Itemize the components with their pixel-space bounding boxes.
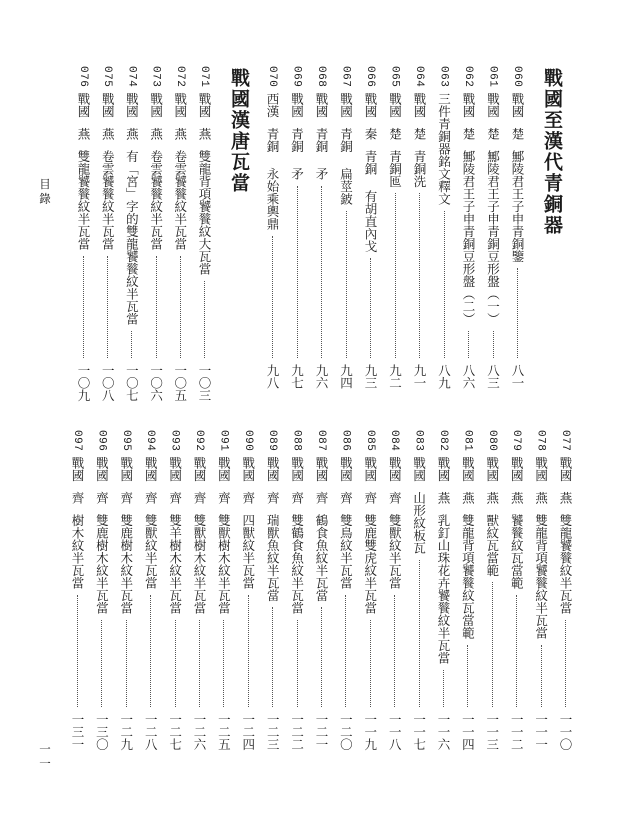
entry-title: 雙鶴食魚紋半瓦當	[289, 513, 305, 614]
entry-title: 雙鳥紋半瓦當	[338, 513, 354, 589]
entry-number: 068	[315, 66, 327, 88]
entry-period: 戰國	[167, 456, 183, 482]
entry-period: 戰國	[461, 92, 476, 118]
leader-dots	[370, 258, 371, 358]
toc-entry-text	[435, 66, 453, 205]
entry-number: 069	[290, 66, 303, 88]
entry-title: 卷雲饕餮紋半瓦當	[172, 149, 188, 250]
entry-page-number: 一〇八	[100, 364, 116, 402]
entry-period: 戰國	[240, 456, 256, 482]
entry-page-number: 八九	[436, 364, 452, 389]
entry-region: 燕	[197, 127, 212, 140]
toc-entry-text	[239, 430, 257, 589]
entry-period: 戰國	[411, 456, 427, 482]
entry-period: 戰國	[558, 456, 573, 482]
toc-entry-text	[92, 430, 110, 614]
entry-page-number: 一一八	[387, 713, 403, 751]
leader-dots	[467, 645, 468, 707]
entry-title: 雙龍背項饕餮紋瓦當範	[460, 513, 476, 639]
entry-page-number: 一二二	[289, 713, 305, 751]
entry-period: 戰國	[314, 456, 329, 482]
entry-number: 094	[144, 430, 157, 452]
entry-page-number: 一一〇	[558, 713, 573, 751]
entry-region: 燕	[558, 491, 573, 504]
leader-dots	[444, 211, 445, 358]
toc-entry-text	[483, 430, 501, 576]
entry-number: 063	[437, 66, 450, 88]
entry-period: 戰國	[387, 92, 403, 118]
entry-region: 齊	[167, 491, 183, 504]
entry-number: 079	[510, 430, 523, 452]
toc-entry-text	[214, 430, 232, 614]
entry-page-number: 一二五	[216, 713, 232, 751]
entry-period: 戰國	[363, 92, 378, 118]
entry-title: 雙鹿樹木紋半瓦當	[118, 513, 134, 614]
toc-entry-text	[171, 66, 189, 250]
leader-dots	[468, 331, 469, 358]
entry-number: 085	[363, 430, 376, 452]
entry-page-number: 一二〇	[338, 713, 354, 751]
leader-dots	[321, 186, 322, 358]
leader-dots	[565, 620, 566, 707]
entry-page-number: 一二三	[265, 713, 281, 751]
entry-period: 戰國	[100, 92, 116, 118]
leader-dots	[126, 620, 127, 707]
entry-page-number: 一〇五	[172, 364, 188, 402]
entry-page-number: 一二八	[143, 713, 159, 751]
toc-entry-text	[74, 66, 92, 250]
entry-page-number: 一一一	[533, 713, 549, 751]
entry-region: 楚	[412, 127, 427, 140]
entry-region: 燕	[172, 127, 188, 140]
entry-number: 086	[339, 430, 352, 452]
leader-dots	[297, 620, 298, 707]
entry-number: 093	[168, 430, 181, 452]
leader-dots	[107, 256, 108, 358]
leader-dots	[204, 281, 205, 358]
entry-title: 青銅 有胡直內戈	[363, 149, 378, 253]
leader-dots	[394, 595, 395, 707]
entry-number: 087	[315, 430, 327, 452]
entry-number: 097	[71, 430, 83, 452]
entry-title: 獸紋瓦當範	[484, 513, 500, 577]
entry-page-number: 八六	[461, 364, 476, 389]
entry-number: 089	[266, 430, 279, 452]
entry-page-number: 一二九	[118, 713, 134, 751]
entry-number: 083	[412, 430, 425, 452]
toc-entry-text	[532, 430, 550, 639]
entry-period: 戰國	[289, 92, 305, 118]
toc-entry-text	[141, 430, 159, 589]
leader-dots	[199, 620, 200, 707]
entry-number: 096	[95, 430, 108, 452]
entry-number: 092	[193, 430, 205, 452]
entry-title: 雙鹿雙虎紋半瓦當	[362, 513, 378, 614]
toc-entry-text	[484, 66, 502, 325]
entry-number: 067	[339, 66, 352, 88]
entry-number: 073	[149, 66, 162, 88]
entry-page-number: 九三	[363, 364, 378, 389]
leader-dots	[150, 595, 151, 707]
toc-entry-text	[312, 66, 330, 180]
entry-region: 齊	[118, 491, 134, 504]
entry-period: 戰國	[412, 92, 427, 118]
entry-number: 080	[485, 430, 498, 452]
leader-dots	[272, 236, 273, 358]
toc-entry-text	[195, 66, 213, 275]
entry-period: 戰國	[289, 456, 305, 482]
toc-entry-text	[507, 430, 525, 589]
entry-period: 戰國	[94, 456, 110, 482]
entry-period: 戰國	[436, 456, 451, 482]
entry-period: 戰國	[216, 456, 232, 482]
leader-dots	[83, 256, 84, 358]
section-heading-tiles: 戰國漢唐瓦當	[228, 68, 250, 194]
toc-entry-text	[288, 66, 306, 180]
entry-title: 鄦陵君王子申青銅豆形盤（二）	[461, 149, 476, 325]
entry-region: 齊	[192, 491, 207, 504]
entry-period: 戰國	[70, 456, 85, 482]
entry-title: 鶴食魚紋半瓦當	[314, 513, 329, 602]
entry-period: 三件青銅器銘文釋文	[436, 92, 452, 205]
entry-region: 齊	[289, 491, 305, 504]
entry-period: 戰國	[509, 456, 525, 482]
entry-period: 戰國	[338, 92, 354, 118]
entry-region: 燕	[100, 127, 116, 140]
toc-entry-text	[434, 430, 452, 664]
entry-region: 齊	[70, 491, 85, 504]
entry-title: 樹木紋半瓦當	[70, 513, 85, 589]
leader-dots	[493, 331, 494, 358]
toc-entry-text	[68, 430, 86, 589]
leader-dots	[419, 560, 420, 707]
entry-number: 062	[462, 66, 474, 88]
entry-region: 齊	[94, 491, 110, 504]
entry-region: 燕	[124, 127, 140, 140]
entry-period: 戰國	[197, 92, 212, 118]
leader-dots	[346, 211, 347, 358]
entry-page-number: 八一	[510, 364, 525, 389]
entry-region: 楚	[387, 127, 403, 140]
entry-page-number: 九四	[338, 364, 354, 389]
entry-title: 雙龍背項饕餮紋半瓦當	[533, 513, 549, 639]
toc-entry-text	[263, 430, 281, 601]
entry-page-number: 一一四	[460, 713, 476, 751]
entry-region: 燕	[533, 491, 549, 504]
page-number: 一一	[38, 743, 52, 772]
entry-region: 燕	[76, 127, 91, 140]
entry-number: 060	[511, 66, 523, 88]
entry-page-number: 九七	[289, 364, 305, 389]
leader-dots	[516, 595, 517, 707]
entry-period: 戰國	[338, 456, 354, 482]
leader-dots	[131, 331, 132, 358]
entry-number: 072	[173, 66, 186, 88]
entry-region: 齊	[362, 491, 378, 504]
entry-region: 齊	[338, 491, 354, 504]
leader-dots	[156, 256, 157, 358]
toc-entry-text	[288, 430, 306, 614]
toc-entry-text	[459, 66, 477, 325]
entry-title: 山形紋板瓦	[411, 491, 427, 554]
leader-dots	[175, 620, 176, 707]
toc-entry-text	[312, 430, 330, 601]
entry-page-number: 一〇七	[124, 364, 140, 402]
entry-region: 楚	[485, 127, 501, 140]
entry-number: 065	[388, 66, 401, 88]
toc-entry-text	[147, 66, 165, 250]
leader-dots	[517, 268, 518, 358]
entry-page-number: 一三一	[70, 713, 85, 751]
entry-page-number: 一一七	[411, 713, 427, 751]
entry-title: 雙龍背項饕餮紋大瓦當	[197, 149, 212, 275]
leader-dots	[77, 595, 78, 707]
toc-entry-text	[190, 430, 208, 614]
leader-dots	[248, 595, 249, 707]
entry-page-number: 一一六	[436, 713, 451, 751]
entry-period: 戰國	[460, 456, 476, 482]
entry-number: 074	[125, 66, 138, 88]
entry-period: 戰國	[314, 92, 329, 118]
entry-page-number: 九八	[265, 364, 280, 389]
toc-entry-text	[556, 430, 574, 614]
entry-period: 戰國	[143, 456, 159, 482]
entry-region: 燕	[148, 127, 164, 140]
toc-entry-text	[508, 66, 526, 262]
toc-entry-text	[98, 66, 116, 250]
leader-dots	[297, 186, 298, 358]
entry-number: 075	[101, 66, 114, 88]
leader-dots	[395, 193, 396, 358]
leader-dots	[345, 595, 346, 707]
leader-dots	[492, 582, 493, 707]
entry-page-number: 一〇三	[197, 364, 212, 402]
entry-period: 戰國	[124, 92, 140, 118]
entry-period: 戰國	[362, 456, 378, 482]
entry-region: 齊	[240, 491, 256, 504]
entry-period: 西漢	[265, 92, 280, 118]
toc-entry-text	[410, 66, 428, 187]
entry-title: 有「宮」字的雙龍饕餮紋半瓦當	[124, 149, 140, 325]
entry-region: 齊	[387, 491, 403, 504]
toc-entry-text	[361, 66, 379, 252]
entry-period: 戰國	[148, 92, 164, 118]
toc-entry-text	[385, 430, 403, 589]
entry-title: 青銅匜	[387, 149, 403, 188]
entry-title: 雙羊樹木紋半瓦當	[167, 513, 183, 614]
entry-number: 077	[559, 430, 571, 452]
entry-number: 081	[461, 430, 474, 452]
entry-period: 戰國	[387, 456, 403, 482]
entry-period: 戰國	[76, 92, 91, 118]
toc-entry-text	[458, 430, 476, 639]
entry-title: 雙獸樹木紋半瓦當	[192, 513, 207, 614]
leader-dots	[370, 620, 371, 707]
entry-page-number: 八三	[485, 364, 501, 389]
entry-number: 090	[241, 430, 254, 452]
entry-title: 鄦陵君王子申青銅鑒	[510, 149, 525, 263]
entry-period: 戰國	[485, 92, 501, 118]
entry-region: 齊	[216, 491, 232, 504]
entry-title: 乳釘山珠花卉饕餮紋半瓦當	[436, 513, 451, 664]
entry-period: 戰國	[192, 456, 207, 482]
leader-dots	[541, 645, 542, 707]
entry-title: 卷雲饕餮紋半瓦當	[148, 149, 164, 250]
entry-number: 070	[266, 66, 278, 88]
entry-page-number: 一二六	[192, 713, 207, 751]
entry-period: 戰國	[510, 92, 525, 118]
leader-dots	[101, 620, 102, 707]
entry-region: 齊	[265, 491, 281, 504]
entry-number: 064	[413, 66, 425, 88]
entry-period: 戰國	[265, 456, 281, 482]
entry-region: 楚	[461, 127, 476, 140]
entry-page-number: 一二七	[167, 713, 183, 751]
toc-entry-text	[361, 430, 379, 614]
toc-entry-text	[166, 430, 184, 614]
entry-title: 雙鹿樹木紋半瓦當	[94, 513, 110, 614]
entry-number: 095	[119, 430, 132, 452]
entry-region: 楚	[510, 127, 525, 140]
entry-title: 青銅 矛	[314, 127, 329, 180]
entry-title: 鄦陵君王子申青銅豆形盤（一）	[485, 149, 501, 325]
entry-number: 066	[364, 66, 376, 88]
leader-dots	[321, 607, 322, 707]
entry-number: 071	[198, 66, 210, 88]
entry-page-number: 一一二	[509, 713, 525, 751]
entry-title: 青銅洗	[412, 149, 427, 188]
leader-dots	[223, 620, 224, 707]
entry-title: 雙龍饕餮紋半瓦當	[558, 513, 573, 614]
entry-page-number: 九二	[387, 364, 403, 389]
entry-page-number: 一〇九	[76, 364, 91, 402]
entry-title: 雙獸樹木紋半瓦當	[216, 513, 232, 614]
entry-region: 燕	[509, 491, 525, 504]
toc-entry-text	[386, 66, 404, 187]
entry-number: 088	[290, 430, 303, 452]
leader-dots	[443, 670, 444, 707]
toc-entry-text	[263, 66, 281, 230]
entry-region: 燕	[460, 491, 476, 504]
entry-number: 061	[486, 66, 499, 88]
leader-dots	[180, 256, 181, 358]
entry-period: 戰國	[172, 92, 188, 118]
entry-page-number: 九六	[314, 364, 329, 389]
entry-number: 091	[217, 430, 230, 452]
entry-period: 戰國	[533, 456, 549, 482]
entry-page-number: 一三〇	[94, 713, 110, 751]
section-heading-bronzes: 戰國至漢代青銅器	[541, 68, 563, 236]
entry-number: 078	[534, 430, 547, 452]
entry-region: 燕	[484, 491, 500, 504]
entry-page-number: 一二一	[314, 713, 329, 751]
entry-title: 青銅 矛	[289, 127, 305, 180]
toc-entry-text	[410, 430, 428, 554]
entry-page-number: 一二四	[240, 713, 256, 751]
entry-page-number: 一〇六	[148, 364, 164, 402]
entry-title: 雙獸紋半瓦當	[143, 513, 159, 589]
entry-page-number: 一一九	[362, 713, 378, 751]
leader-dots	[272, 607, 273, 707]
running-title: 目錄	[38, 178, 52, 207]
entry-page-number: 一一三	[484, 713, 500, 751]
entry-title: 雙龍饕餮紋半瓦當	[76, 149, 91, 250]
entry-region: 燕	[436, 491, 451, 504]
entry-page-number: 九一	[412, 364, 427, 389]
entry-number: 084	[388, 430, 401, 452]
toc-entry-text	[337, 66, 355, 205]
toc-entry-text	[117, 430, 135, 614]
toc-entry-text	[122, 66, 140, 325]
entry-region: 齊	[314, 491, 329, 504]
entry-number: 076	[77, 66, 89, 88]
entry-title: 雙獸紋半瓦當	[387, 513, 403, 589]
leader-dots	[419, 193, 420, 358]
entry-period: 戰國	[118, 456, 134, 482]
entry-title: 四獸紋半瓦當	[240, 513, 256, 589]
entry-period: 戰國	[484, 456, 500, 482]
entry-number: 082	[437, 430, 449, 452]
entry-region: 齊	[143, 491, 159, 504]
toc-entry-text	[336, 430, 354, 589]
entry-region: 秦	[363, 127, 378, 140]
entry-title: 卷雲饕餮紋半瓦當	[100, 149, 116, 250]
entry-title: 饕餮紋瓦當範	[509, 513, 525, 589]
entry-title: 瑞獸魚紋半瓦當	[265, 513, 281, 602]
entry-title: 青銅 扁莖鈹	[338, 127, 354, 205]
entry-title: 青銅 永始乘輿鼎	[265, 127, 280, 230]
